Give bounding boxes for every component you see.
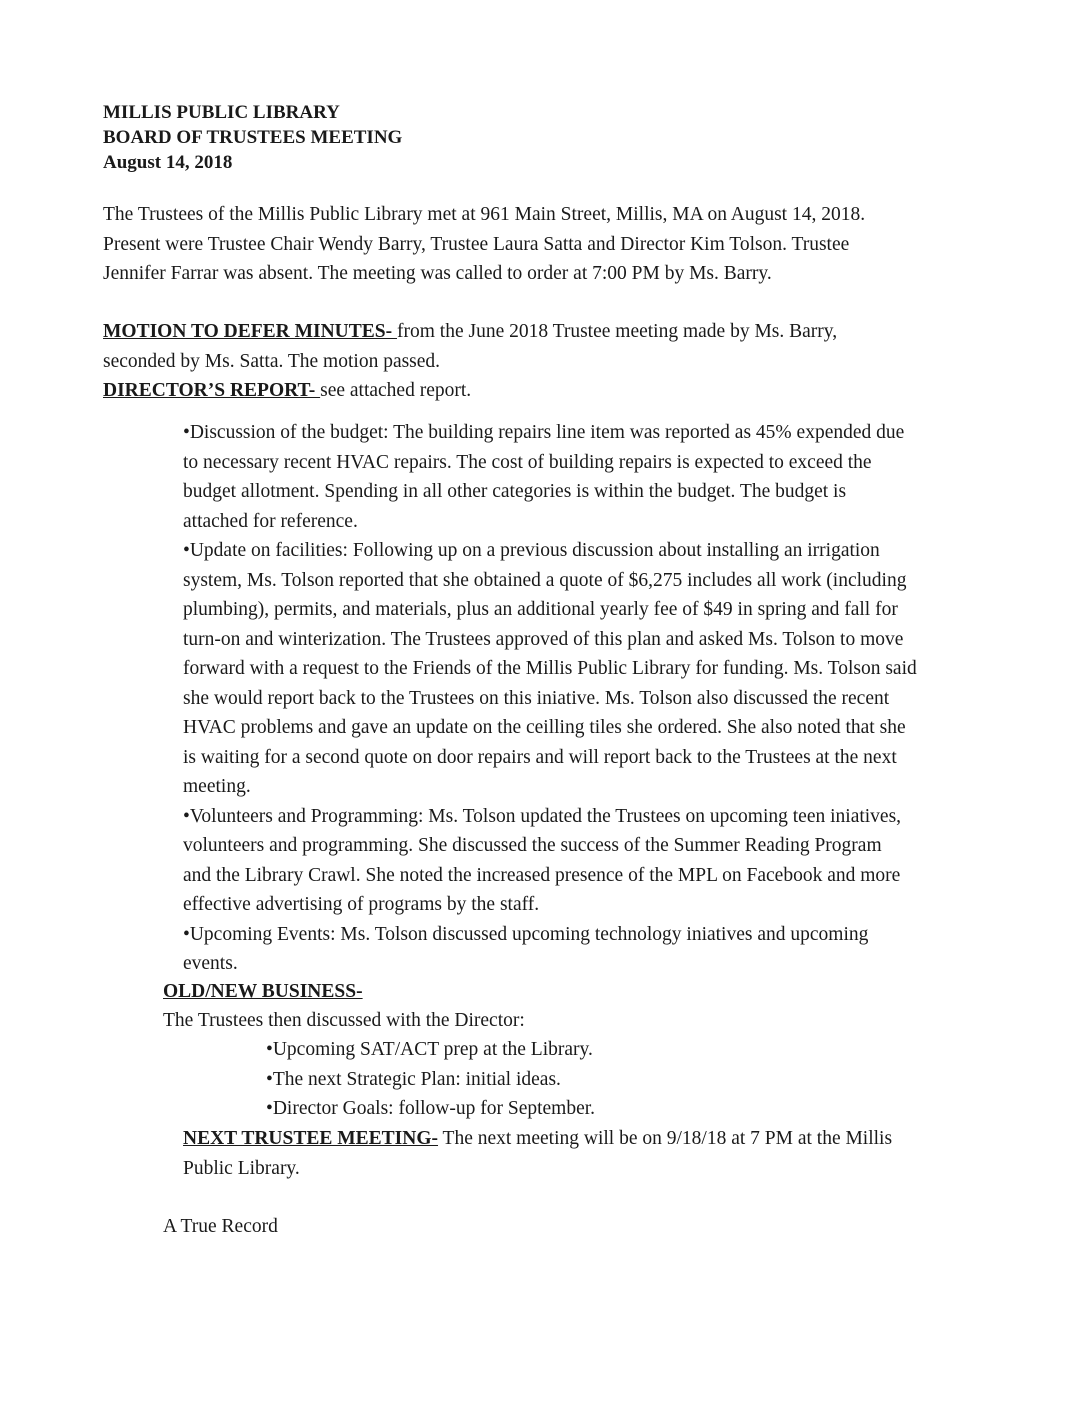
old-new-business-heading: OLD/NEW BUSINESS- <box>163 981 363 1002</box>
directors-report-text: see attached report. <box>320 380 472 401</box>
motion-line <box>103 317 983 347</box>
meeting-title: BOARD OF TRUSTEES MEETING <box>103 127 403 148</box>
intro-line: Jennifer Farrar was absent. The meeting was called to order at 7:00 PM by Ms. Barry. <box>103 263 772 284</box>
bullet-line: attached for reference. <box>183 510 358 532</box>
intro-line: Present were Trustee Chair Wendy Barry, Trustee Laura Satta and Director Kim Tolson. Trustee <box>103 233 850 255</box>
next-meeting-heading: NEXT TRUSTEE MEETING- <box>183 1128 439 1149</box>
bullet-line: •Volunteers and Programming: Ms. Tolson updated the Trustees on upcoming teen iniatives, <box>183 805 902 827</box>
motion-heading: MOTION TO DEFER MINUTES- <box>103 321 397 342</box>
bullet-line: volunteers and programming. She discussed the success of the Summer Reading Program <box>183 835 882 856</box>
old-new-business-items <box>266 1035 595 1124</box>
bullet-line: •Update on facilities: Following up on a previous discussion about installing an irrigation <box>183 540 880 561</box>
motion-text: from the June 2018 Trustee meeting made by Ms. Barry, <box>397 321 838 342</box>
bullet-line: and the Library Crawl. She noted the increased presence of the MPL on Facebook and more <box>183 864 901 886</box>
meeting-date: August 14, 2018 <box>103 152 233 173</box>
closing-text: A True Record <box>163 1216 278 1237</box>
list-item: •Upcoming SAT/ACT prep at the Library. <box>266 1039 593 1060</box>
bullet-line: events. <box>183 953 238 974</box>
next-meeting-line <box>183 1124 1003 1154</box>
next-meeting-text: The next meeting will be on 9/18/18 at 7 PM at the Millis <box>438 1128 893 1149</box>
bullet-line: forward with a request to the Friends of the Millis Public Library for funding. Ms. Tolson said <box>183 658 917 679</box>
bullet-facilities <box>183 536 1003 802</box>
bullet-line: turn-on and winterization. The Trustees approved of this plan and asked Ms. Tolson to move <box>183 628 904 650</box>
bullet-line: budget allotment. Spending in all other categories is within the budget. The budget is <box>183 481 847 502</box>
bullet-line: to necessary recent HVAC repairs. The cost of building repairs is expected to exceed the <box>183 451 872 473</box>
bullet-line: •Discussion of the budget: The building repairs line item was reported as 45% expended due <box>183 422 905 443</box>
document-header <box>103 100 402 175</box>
bullet-budget <box>183 418 1003 536</box>
next-meeting-section <box>183 1124 1003 1183</box>
bullet-line: she would report back to the Trustees on this iniative. Ms. Tolson also discussed the recent <box>183 687 890 709</box>
list-item: •The next Strategic Plan: initial ideas. <box>266 1068 561 1090</box>
motion-line: seconded by Ms. Satta. The motion passed. <box>103 350 441 372</box>
intro-paragraph <box>103 200 963 289</box>
bullet-line: effective advertising of programs by the staff. <box>183 894 540 915</box>
directors-report-heading: DIRECTOR’S REPORT- <box>103 380 321 401</box>
bullet-line: meeting. <box>183 776 251 797</box>
report-bullets <box>183 418 1003 979</box>
bullet-volunteers <box>183 802 1003 920</box>
intro-line: The Trustees of the Millis Public Library met at 961 Main Street, Millis, MA on August 14, 2018. <box>103 204 866 225</box>
library-name: MILLIS PUBLIC LIBRARY <box>103 102 340 123</box>
list-item: •Director Goals: follow-up for September. <box>266 1098 596 1119</box>
bullet-line: plumbing), permits, and materials, plus an additional yearly fee of $49 in spring and fall for <box>183 599 898 620</box>
next-meeting-line: Public Library. <box>183 1157 300 1179</box>
bullet-line: •Upcoming Events: Ms. Tolson discussed upcoming technology iniatives and upcoming <box>183 923 869 945</box>
bullet-line: HVAC problems and gave an update on the ceilling tiles she ordered. She also noted that she <box>183 717 906 738</box>
directors-report-line <box>103 376 983 406</box>
motion-section <box>103 317 983 406</box>
bullet-line: system, Ms. Tolson reported that she obtained a quote of $6,275 includes all work (including <box>183 569 907 591</box>
bullet-line: is waiting for a second quote on door repairs and will report back to the Trustees at the next <box>183 746 897 768</box>
old-new-business-intro: The Trustees then discussed with the Director: <box>163 1010 525 1031</box>
bullet-events <box>183 920 1003 979</box>
